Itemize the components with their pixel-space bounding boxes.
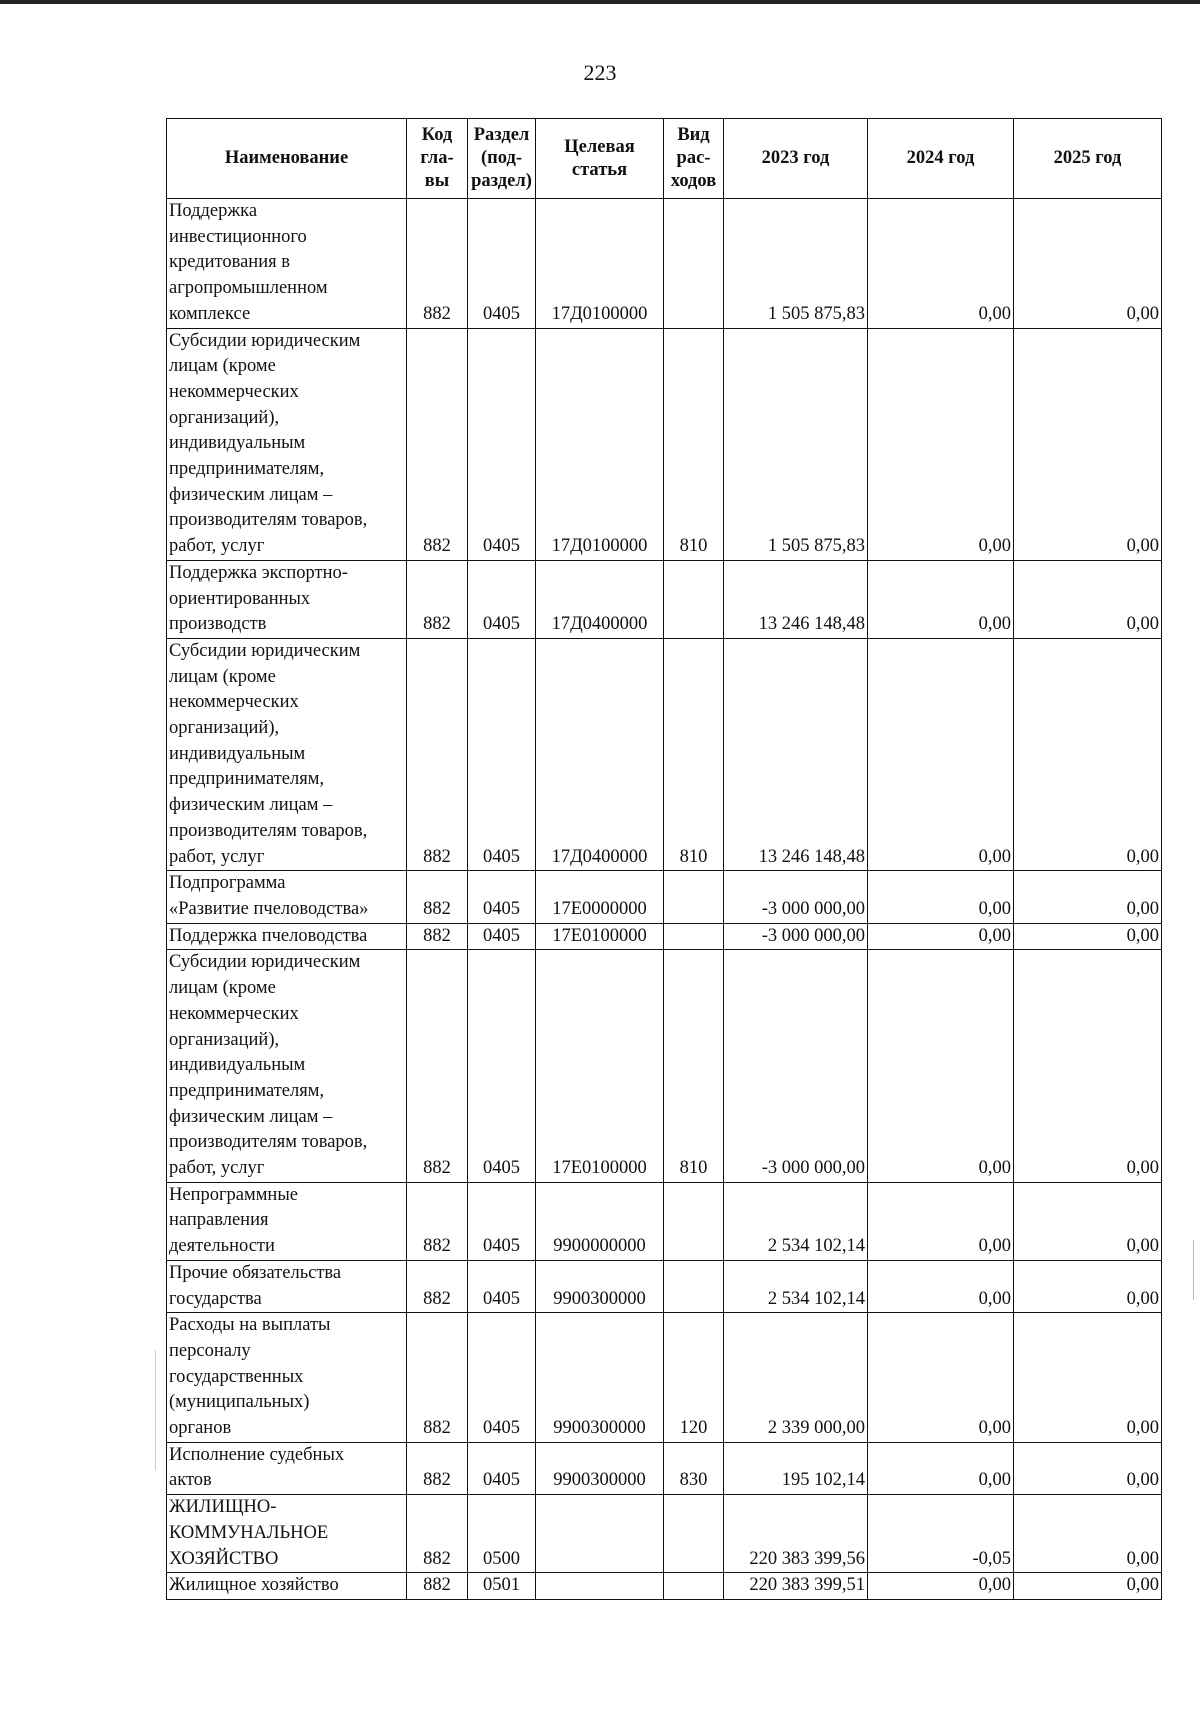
cell-2024: 0,00 [868,950,1014,1182]
header-chapter [407,119,468,199]
table-body [167,199,1162,1600]
cell-2025: 0,00 [1014,923,1162,950]
cell-section: 0405 [468,950,536,1182]
cell-name-line: работ, услуг [169,1158,265,1179]
cell-2024: 0,00 [868,199,1014,329]
cell-2025: 0,00 [1014,950,1162,1182]
header-expense [664,119,724,199]
cell-expense [664,871,724,923]
table-row [167,1573,1162,1600]
header-line: вы [424,171,450,191]
cell-2025: 0,00 [1014,1260,1162,1312]
cell-name-line: государственных [169,1366,304,1387]
cell-chapter: 882 [407,1573,468,1600]
table-row [167,1313,1162,1443]
cell-2023: 220 383 399,51 [724,1573,868,1600]
cell-2025: 0,00 [1014,871,1162,923]
cell-target: 9900300000 [536,1442,664,1494]
cell-target [536,1495,664,1573]
cell-2025: 0,00 [1014,1182,1162,1260]
cell-expense: 830 [664,1442,724,1494]
header-line: раздел) [471,171,532,191]
table-row [167,1182,1162,1260]
cell-2025: 0,00 [1014,1313,1162,1443]
header-line: Целевая [564,136,635,157]
header-2025: 2025 год [1014,119,1162,199]
cell-name-line: организаций), [169,407,280,428]
cell-chapter: 882 [407,328,468,560]
header-line: Раздел [473,125,530,145]
cell-name-line: направления [169,1210,269,1231]
cell-target: 17Д0400000 [536,638,664,870]
page-number: 223 [583,60,617,85]
cell-2024: 0,00 [868,1182,1014,1260]
cell-name-line: некоммерческих [169,381,299,402]
cell-expense: 810 [664,950,724,1182]
cell-name [167,1442,407,1494]
cell-2024: 0,00 [868,1260,1014,1312]
cell-name-line: организаций), [169,1029,280,1050]
cell-2024: 0,00 [868,638,1014,870]
cell-chapter: 882 [407,923,468,950]
cell-2023: 13 246 148,48 [724,638,868,870]
cell-name-line: Субсидии юридическим [169,952,361,973]
cell-name-line: производств [169,614,267,635]
cell-chapter: 882 [407,950,468,1182]
cell-section: 0405 [468,871,536,923]
cell-target: 17Д0400000 [536,560,664,638]
cell-name [167,560,407,638]
header-line: статья [571,159,628,180]
cell-expense [664,1573,724,1600]
cell-name-line: физическим лицам – [169,484,333,505]
cell-2024: 0,00 [868,560,1014,638]
cell-section: 0405 [468,923,536,950]
cell-2023: -3 000 000,00 [724,923,868,950]
cell-name-line: комплексе [169,303,251,324]
cell-name-line: индивидуальным [169,743,306,764]
cell-expense [664,560,724,638]
cell-name-line: инвестиционного [169,226,307,247]
cell-section: 0405 [468,1182,536,1260]
cell-target: 17Д0100000 [536,199,664,329]
cell-section: 0405 [468,560,536,638]
cell-2025: 0,00 [1014,1573,1162,1600]
cell-2023: -3 000 000,00 [724,871,868,923]
header-line: ходов [670,171,717,191]
cell-target [536,1573,664,1600]
header-line: гла- [420,148,454,168]
header-2023: 2023 год [724,119,868,199]
header-line: Вид [677,125,710,145]
cell-name [167,1313,407,1443]
header-line: Код [421,125,453,145]
cell-target: 9900300000 [536,1313,664,1443]
header-target [536,119,664,199]
cell-name [167,1260,407,1312]
cell-name-line: агропромышленном [169,278,328,299]
cell-expense [664,923,724,950]
cell-2024: -0,05 [868,1495,1014,1573]
cell-name-line: Жилищное хозяйство [169,1575,339,1596]
cell-2025: 0,00 [1014,638,1162,870]
cell-name [167,328,407,560]
cell-name-line: Расходы на выплаты [169,1315,331,1336]
cell-name-line: Поддержка [169,201,258,221]
cell-target: 9900000000 [536,1182,664,1260]
budget-table [166,118,1162,1600]
scan-top-edge [0,0,1200,4]
cell-2024: 0,00 [868,923,1014,950]
cell-expense: 120 [664,1313,724,1443]
cell-name-line: Поддержка экспортно- [169,562,348,583]
cell-section: 0405 [468,638,536,870]
cell-section: 0405 [468,199,536,329]
cell-name-line: Непрограммные [169,1184,298,1205]
cell-2023: 220 383 399,56 [724,1495,868,1573]
cell-2025: 0,00 [1014,560,1162,638]
header-name: Наименование [167,119,407,199]
cell-name-line: Исполнение судебных [169,1444,345,1465]
cell-2023: 2 339 000,00 [724,1313,868,1443]
cell-name-line: физическим лицам – [169,795,333,816]
table-row [167,328,1162,560]
cell-name-line: КОММУНАЛЬНОЕ [169,1522,329,1543]
cell-name-line: актов [169,1470,212,1491]
cell-2024: 0,00 [868,871,1014,923]
cell-name-line: лицам (кроме [169,978,276,999]
cell-name [167,1495,407,1573]
header-2024: 2024 год [868,119,1014,199]
header-line: рас- [676,148,711,168]
cell-2023: 13 246 148,48 [724,560,868,638]
table-row [167,199,1162,329]
cell-chapter: 882 [407,1182,468,1260]
cell-name-line: Субсидии юридическим [169,640,361,661]
cell-section: 0405 [468,328,536,560]
cell-name-line: производителям товаров, [169,1132,368,1153]
cell-section: 0500 [468,1495,536,1573]
table-row [167,638,1162,870]
cell-name-line: кредитования в [169,252,290,273]
cell-name [167,950,407,1182]
cell-target: 17Е0100000 [536,923,664,950]
cell-target: 9900300000 [536,1260,664,1312]
cell-name-line: некоммерческих [169,1003,299,1024]
cell-name-line: работ, услуг [169,536,265,557]
cell-expense: 810 [664,328,724,560]
cell-chapter: 882 [407,199,468,329]
cell-chapter: 882 [407,1260,468,1312]
table-row [167,1495,1162,1573]
cell-2023: 1 505 875,83 [724,328,868,560]
table-row [167,871,1162,923]
cell-name [167,199,407,329]
cell-chapter: 882 [407,638,468,870]
cell-section: 0405 [468,1313,536,1443]
cell-expense [664,1182,724,1260]
cell-chapter: 882 [407,1495,468,1573]
cell-name-line: (муниципальных) [169,1392,310,1413]
cell-2023: 2 534 102,14 [724,1182,868,1260]
cell-2025: 0,00 [1014,199,1162,329]
cell-name-line: Подпрограмма [169,873,286,894]
header-section [468,119,536,199]
cell-name-line: предпринимателям, [169,459,325,480]
cell-section: 0405 [468,1260,536,1312]
cell-name-line: государства [169,1288,262,1309]
cell-name [167,871,407,923]
cell-name-line: индивидуальным [169,1055,306,1076]
cell-name [167,1573,407,1600]
cell-section: 0501 [468,1573,536,1600]
cell-2023: 195 102,14 [724,1442,868,1494]
cell-name-line: работ, услуг [169,846,265,867]
table-row [167,1260,1162,1312]
cell-2024: 0,00 [868,328,1014,560]
cell-2024: 0,00 [868,1573,1014,1600]
cell-2023: 2 534 102,14 [724,1260,868,1312]
cell-target: 17Е0000000 [536,871,664,923]
cell-2025: 0,00 [1014,328,1162,560]
table-row [167,1442,1162,1494]
cell-chapter: 882 [407,560,468,638]
cell-target: 17Д0100000 [536,328,664,560]
cell-2025: 0,00 [1014,1495,1162,1573]
cell-target: 17Е0100000 [536,950,664,1182]
table-row [167,923,1162,950]
cell-name-line: лицам (кроме [169,666,276,687]
cell-expense [664,1260,724,1312]
cell-name-line: индивидуальным [169,433,306,454]
cell-name-line: производителям товаров, [169,820,368,841]
cell-expense [664,1495,724,1573]
cell-2024: 0,00 [868,1313,1014,1443]
cell-2023: 1 505 875,83 [724,199,868,329]
scan-edge-mark [1193,1240,1194,1300]
cell-name-line: предпринимателям, [169,1080,325,1101]
header-line: (под- [480,148,523,168]
cell-name-line: Поддержка пчеловодства [169,925,368,946]
scan-edge-mark [155,1350,156,1470]
table-row [167,950,1162,1182]
cell-name-line: ЖИЛИЩНО- [169,1497,277,1518]
cell-name [167,1182,407,1260]
table-header-row [167,119,1162,199]
cell-name-line: деятельности [169,1236,275,1257]
cell-2024: 0,00 [868,1442,1014,1494]
cell-name-line: ориентированных [169,588,311,609]
cell-name-line: предпринимателям, [169,769,325,790]
cell-name-line: Субсидии юридическим [169,330,361,351]
table-row [167,560,1162,638]
cell-name [167,923,407,950]
cell-chapter: 882 [407,871,468,923]
cell-name-line: производителям товаров, [169,510,368,531]
cell-chapter: 882 [407,1442,468,1494]
cell-name-line: лицам (кроме [169,356,276,377]
cell-name-line: «Развитие пчеловодства» [169,898,369,919]
cell-chapter: 882 [407,1313,468,1443]
cell-name-line: персоналу [169,1340,251,1361]
cell-section: 0405 [468,1442,536,1494]
cell-name-line: физическим лицам – [169,1106,333,1127]
cell-2023: -3 000 000,00 [724,950,868,1182]
cell-expense [664,199,724,329]
cell-name-line: Прочие обязательства [169,1262,342,1283]
cell-name-line: организаций), [169,718,280,739]
cell-expense: 810 [664,638,724,870]
cell-name [167,638,407,870]
cell-2025: 0,00 [1014,1442,1162,1494]
cell-name-line: ХОЗЯЙСТВО [169,1548,279,1569]
cell-name-line: некоммерческих [169,692,299,713]
cell-name-line: органов [169,1418,232,1439]
